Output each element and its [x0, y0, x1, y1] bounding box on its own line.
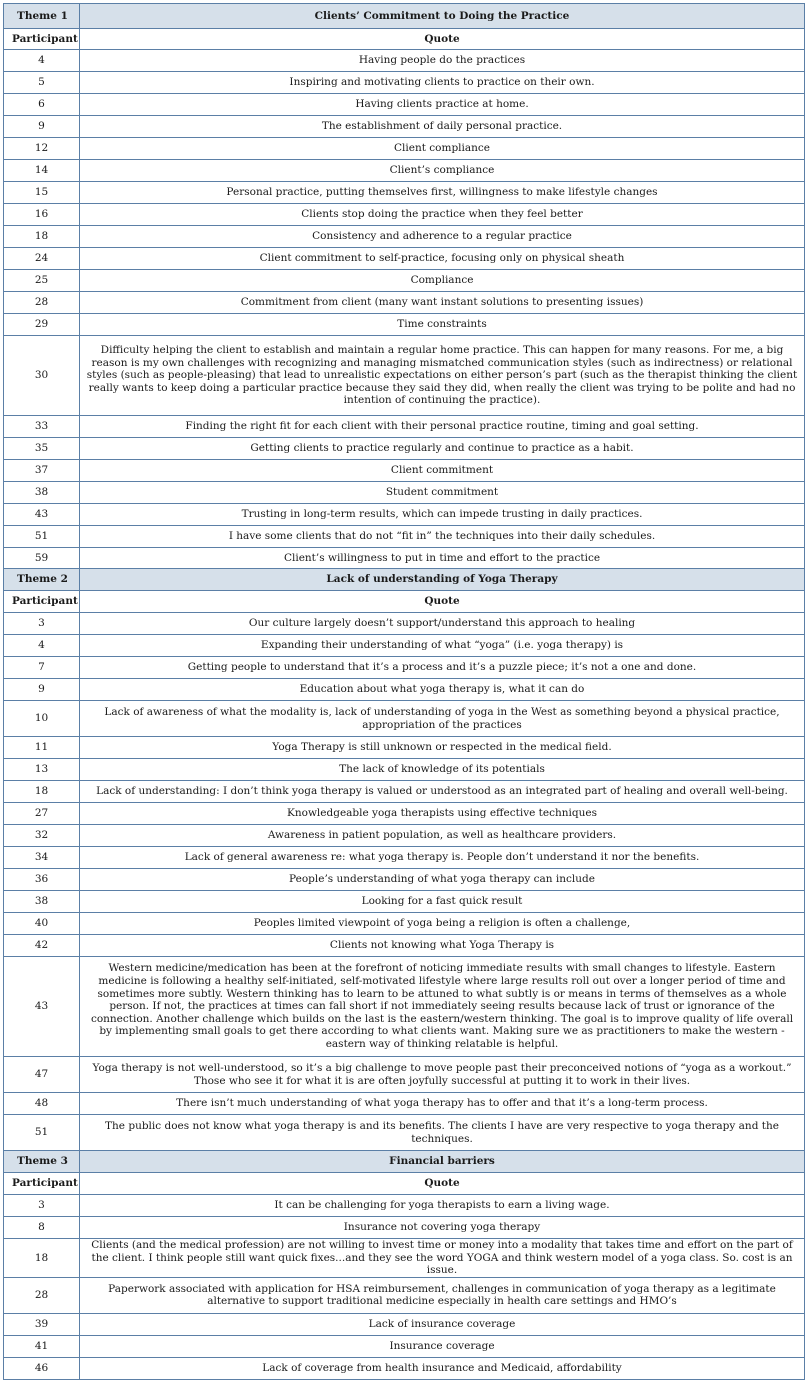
- participant-id: 42: [4, 935, 80, 957]
- quote-text: The public does not know what yoga therapy is and its benefits. The clients I have are very respective to yoga therapy and the techniques.: [80, 1115, 805, 1151]
- quote-text: Client’s compliance: [80, 160, 805, 182]
- column-header-row: [4, 591, 805, 613]
- table-row: [4, 957, 805, 1057]
- quote-text: Compliance: [80, 270, 805, 292]
- participant-column-header: Participant: [4, 591, 80, 613]
- theme-label: Theme 3: [4, 1151, 80, 1173]
- quote-text: Lack of understanding: I don’t think yoga therapy is valued or understood as an integrated part of healing and overall well-being.: [80, 781, 805, 803]
- quote-text: Clients (and the medical profession) are not willing to invest time or money into a modality that takes time and effort on the part of the client. I think people still want quick fixes...and they see the word YOGA and think western model of a yoga class. So. cost is an issue.: [80, 1239, 805, 1278]
- theme-header-row: [4, 569, 805, 591]
- table-row: [4, 913, 805, 935]
- table-row: [4, 292, 805, 314]
- theme-title: Financial barriers: [80, 1151, 805, 1173]
- participant-id: 43: [4, 504, 80, 526]
- participant-id: 8: [4, 1217, 80, 1239]
- quote-text: The lack of knowledge of its potentials: [80, 759, 805, 781]
- participant-id: 3: [4, 1195, 80, 1217]
- table-row: [4, 94, 805, 116]
- quote-text: Having clients practice at home.: [80, 94, 805, 116]
- table-row: [4, 657, 805, 679]
- theme-title: Clients’ Commitment to Doing the Practice: [80, 4, 805, 29]
- table-row: [4, 482, 805, 504]
- quote-text: Lack of awareness of what the modality is, lack of understanding of yoga in the West as something beyond a physical practice, appropriation of the practices: [80, 701, 805, 737]
- participant-id: 6: [4, 94, 80, 116]
- table-row: [4, 869, 805, 891]
- participant-id: 47: [4, 1057, 80, 1093]
- quote-text: Clients not knowing what Yoga Therapy is: [80, 935, 805, 957]
- table-row: [4, 160, 805, 182]
- table-row: [4, 336, 805, 416]
- quote-text: Getting clients to practice regularly and continue to practice as a habit.: [80, 438, 805, 460]
- table-row: [4, 438, 805, 460]
- participant-id: 48: [4, 1093, 80, 1115]
- quote-text: Having people do the practices: [80, 50, 805, 72]
- quote-text: Difficulty helping the client to establish and maintain a regular home practice. This can happen for many reasons. For me, a big reason is my own challenges with recognizing and managing mismatched communication styles (such as indirectness) or relational styles (such as people-pleasing) that lead to unrealistic expectations on either person’s part (such as the therapist thinking the client really wants to keep doing a particular practice because they said they did, when really the client was trying to be polite and had no intention of continuing the practice).: [80, 336, 805, 416]
- table-row: [4, 204, 805, 226]
- table-row: [4, 1313, 805, 1335]
- quote-text: It can be challenging for yoga therapists to earn a living wage.: [80, 1195, 805, 1217]
- participant-id: 24: [4, 248, 80, 270]
- quote-text: Commitment from client (many want instant solutions to presenting issues): [80, 292, 805, 314]
- themes-table-body: [4, 4, 805, 1380]
- quote-text: Expanding their understanding of what “yoga” (i.e. yoga therapy) is: [80, 635, 805, 657]
- quote-text: Client commitment: [80, 460, 805, 482]
- participant-id: 38: [4, 482, 80, 504]
- participant-id: 11: [4, 737, 80, 759]
- participant-id: 43: [4, 957, 80, 1057]
- quote-text: Inspiring and motivating clients to practice on their own.: [80, 72, 805, 94]
- participant-id: 18: [4, 226, 80, 248]
- table-row: [4, 1093, 805, 1115]
- theme-label: Theme 2: [4, 569, 80, 591]
- table-row: [4, 138, 805, 160]
- quote-text: Western medicine/medication has been at the forefront of noticing immediate results with small changes to lifestyle. Eastern medicine is following a healthy self-initiated, self-motivated lifestyle where large results roll out over a longer period of time and sometimes more subtly. Western thinking has to learn to be attuned to what subtly is or means in terms of themselves as a whole person. If not, the practices at times can fall short if not immediately seeing results because lack of trust or ignorance of the connection. Another challenge which builds on the last is the eastern/western thinking. The goal is to improve quality of life overall by implementing small goals to get there according to what clients want. Making sure we as practitioners to make the western - eastern way of thinking relatable is helpful.: [80, 957, 805, 1057]
- table-row: [4, 759, 805, 781]
- quote-text: Insurance not covering yoga therapy: [80, 1217, 805, 1239]
- table-row: [4, 737, 805, 759]
- participant-id: 7: [4, 657, 80, 679]
- participant-id: 18: [4, 781, 80, 803]
- table-row: [4, 891, 805, 913]
- quote-text: Student commitment: [80, 482, 805, 504]
- quote-text: Clients stop doing the practice when they feel better: [80, 204, 805, 226]
- table-row: [4, 526, 805, 548]
- participant-id: 38: [4, 891, 80, 913]
- quote-text: Finding the right fit for each client with their personal practice routine, timing and goal setting.: [80, 416, 805, 438]
- participant-id: 5: [4, 72, 80, 94]
- participant-id: 51: [4, 1115, 80, 1151]
- table-row: [4, 416, 805, 438]
- quote-text: The establishment of daily personal practice.: [80, 116, 805, 138]
- participant-id: 59: [4, 548, 80, 569]
- table-row: [4, 72, 805, 94]
- table-row: [4, 504, 805, 526]
- quote-text: People’s understanding of what yoga therapy can include: [80, 869, 805, 891]
- theme-title: Lack of understanding of Yoga Therapy: [80, 569, 805, 591]
- quote-text: Peoples limited viewpoint of yoga being a religion is often a challenge,: [80, 913, 805, 935]
- participant-id: 29: [4, 314, 80, 336]
- table-row: [4, 548, 805, 569]
- theme-label: Theme 1: [4, 4, 80, 29]
- table-row: [4, 50, 805, 72]
- table-row: [4, 248, 805, 270]
- participant-id: 9: [4, 679, 80, 701]
- quote-text: Looking for a fast quick result: [80, 891, 805, 913]
- quote-text: Lack of general awareness re: what yoga therapy is. People don’t understand it nor the benefits.: [80, 847, 805, 869]
- participant-column-header: Participant: [4, 1173, 80, 1195]
- table-row: [4, 803, 805, 825]
- participant-id: 51: [4, 526, 80, 548]
- theme-header-row: [4, 4, 805, 29]
- table-row: [4, 1217, 805, 1239]
- quote-text: Education about what yoga therapy is, what it can do: [80, 679, 805, 701]
- quote-text: Awareness in patient population, as well as healthcare providers.: [80, 825, 805, 847]
- table-row: [4, 847, 805, 869]
- participant-id: 4: [4, 635, 80, 657]
- quote-column-header: Quote: [80, 1173, 805, 1195]
- table-row: [4, 314, 805, 336]
- participant-id: 36: [4, 869, 80, 891]
- table-row: [4, 825, 805, 847]
- table-row: [4, 701, 805, 737]
- participant-id: 35: [4, 438, 80, 460]
- quote-text: Consistency and adherence to a regular practice: [80, 226, 805, 248]
- table-row: [4, 1239, 805, 1278]
- quote-text: Client’s willingness to put in time and effort to the practice: [80, 548, 805, 569]
- participant-id: 12: [4, 138, 80, 160]
- participant-id: 9: [4, 116, 80, 138]
- participant-id: 32: [4, 825, 80, 847]
- quote-text: Personal practice, putting themselves first, willingness to make lifestyle changes: [80, 182, 805, 204]
- table-row: [4, 460, 805, 482]
- participant-id: 33: [4, 416, 80, 438]
- participant-id: 27: [4, 803, 80, 825]
- quote-text: Lack of coverage from health insurance and Medicaid, affordability: [80, 1357, 805, 1379]
- quote-text: I have some clients that do not “fit in” the techniques into their daily schedules.: [80, 526, 805, 548]
- quote-text: Paperwork associated with application for HSA reimbursement, challenges in communication of yoga therapy as a legitimate alternative to support traditional medicine especially in health care settings and HMO’s: [80, 1277, 805, 1313]
- table-row: [4, 1115, 805, 1151]
- quote-text: Insurance coverage: [80, 1335, 805, 1357]
- theme-header-row: [4, 1151, 805, 1173]
- participant-id: 41: [4, 1335, 80, 1357]
- participant-id: 28: [4, 292, 80, 314]
- participant-id: 28: [4, 1277, 80, 1313]
- quote-text: Trusting in long-term results, which can impede trusting in daily practices.: [80, 504, 805, 526]
- participant-id: 37: [4, 460, 80, 482]
- participant-id: 16: [4, 204, 80, 226]
- participant-id: 40: [4, 913, 80, 935]
- participant-id: 14: [4, 160, 80, 182]
- participant-id: 10: [4, 701, 80, 737]
- participant-id: 15: [4, 182, 80, 204]
- participant-id: 39: [4, 1313, 80, 1335]
- table-row: [4, 1057, 805, 1093]
- table-row: [4, 270, 805, 292]
- participant-id: 13: [4, 759, 80, 781]
- table-row: [4, 1335, 805, 1357]
- table-row: [4, 226, 805, 248]
- quote-text: Getting people to understand that it’s a process and it’s a puzzle piece; it’s not a one and done.: [80, 657, 805, 679]
- table-row: [4, 679, 805, 701]
- quote-text: Lack of insurance coverage: [80, 1313, 805, 1335]
- participant-id: 34: [4, 847, 80, 869]
- table-row: [4, 182, 805, 204]
- quote-text: Client commitment to self-practice, focusing only on physical sheath: [80, 248, 805, 270]
- table-row: [4, 613, 805, 635]
- quote-text: Yoga Therapy is still unknown or respected in the medical field.: [80, 737, 805, 759]
- column-header-row: [4, 29, 805, 50]
- quote-column-header: Quote: [80, 591, 805, 613]
- table-row: [4, 1357, 805, 1379]
- quote-text: Knowledgeable yoga therapists using effective techniques: [80, 803, 805, 825]
- quote-text: There isn’t much understanding of what yoga therapy has to offer and that it’s a long-term process.: [80, 1093, 805, 1115]
- table-row: [4, 781, 805, 803]
- quote-text: Yoga therapy is not well-understood, so it’s a big challenge to move people past their preconceived notions of “yoga as a workout.” Those who see it for what it is are often joyfully successful at putting it to work in their lives.: [80, 1057, 805, 1093]
- participant-id: 4: [4, 50, 80, 72]
- column-header-row: [4, 1173, 805, 1195]
- quote-column-header: Quote: [80, 29, 805, 50]
- table-row: [4, 635, 805, 657]
- quote-text: Client compliance: [80, 138, 805, 160]
- participant-id: 25: [4, 270, 80, 292]
- quote-text: Our culture largely doesn’t support/understand this approach to healing: [80, 613, 805, 635]
- participant-id: 3: [4, 613, 80, 635]
- participant-id: 46: [4, 1357, 80, 1379]
- participant-column-header: Participant: [4, 29, 80, 50]
- table-row: [4, 935, 805, 957]
- participant-id: 30: [4, 336, 80, 416]
- table-row: [4, 116, 805, 138]
- table-row: [4, 1277, 805, 1313]
- themes-table: [3, 3, 805, 1380]
- table-row: [4, 1195, 805, 1217]
- quote-text: Time constraints: [80, 314, 805, 336]
- participant-id: 18: [4, 1239, 80, 1278]
